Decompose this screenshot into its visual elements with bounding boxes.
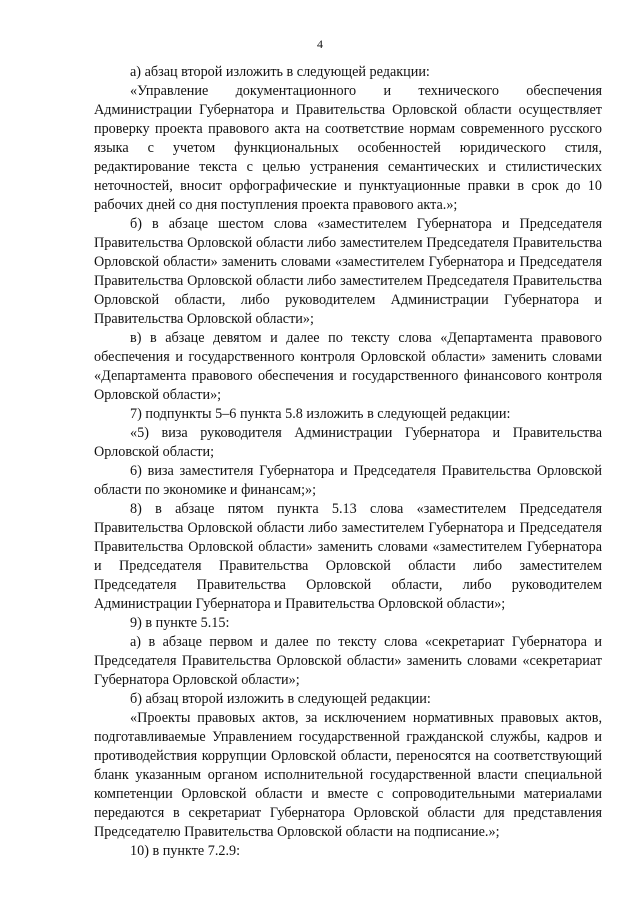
paragraph-4: в) в абзаце девятом и далее по тексту слова «Департамента правового обеспечения и государственного контроля Орловской области» заменить словами «Департамента правового обеспечения и государственного финансового контроля Орловской области»;: [94, 330, 602, 403]
paragraph-5: 7) подпункты 5–6 пункта 5.8 изложить в следующей редакции:: [130, 406, 511, 422]
paragraph-11: б) абзац второй изложить в следующей редакции:: [130, 691, 431, 707]
paragraph-12: «Проекты правовых актов, за исключением нормативных правовых актов, подготавливаемые Управлением государственной гражданской службы, кадров и противодействия коррупции Орловской области, переносятся на соответствующий бланк указанным органом исполнительной государственной власти специальной компетенции Орловской области и вместе с сопроводительными материалами передаются в секретариат Губернатора Орловской области для представления Председателю Правительства Орловской области на подписание.»;: [94, 710, 602, 840]
paragraph-6: «5) виза руководителя Администрации Губернатора и Правительства Орловской области;: [94, 425, 602, 460]
page-number: 4: [317, 37, 323, 51]
paragraph-10: а) в абзаце первом и далее по тексту слова «секретариат Губернатора и Председателя Правительства Орловской области» заменить словами «секретариат Губернатора Орловской области»;: [94, 634, 602, 688]
paragraph-1: а) абзац второй изложить в следующей редакции:: [130, 64, 430, 80]
paragraph-8: 8) в абзаце пятом пункта 5.13 слова «заместителем Председателя Правительства Орловской области либо заместителем Губернатора и Председателя Правительства Орловской области» заменить словами «заместителем Губернатора и Председателя Правительства Орловской области либо заместителем Председателя Правительства Орловской области, либо руководителем Администрации Губернатора и Правительства Орловской области»;: [94, 501, 602, 612]
paragraph-2: «Управление документационного и технического обеспечения Администрации Губернатора и Правительства Орловской области осуществляет проверку проекта правового акта на соответствие нормам современного русского языка с учетом функциональных особенностей юридического стиля, редактирование текста с целью устранения семантических и стилистических неточностей, вносит орфографические и пунктуационные правки в срок до 10 рабочих дней со дня поступления проекта правового акта.»;: [94, 83, 602, 213]
paragraph-9: 9) в пункте 5.15:: [130, 615, 230, 631]
document-body: [94, 63, 602, 861]
paragraph-3: б) в абзаце шестом слова «заместителем Губернатора и Председателя Правительства Орловской области либо заместителем Председателя Правительства Орловской области» заменить словами «заместителем Губернатора и Председателя Правительства Орловской области либо заместителем Председателя Правительства Орловской области, либо руководителем Администрации Губернатора и Правительства Орловской области»;: [94, 216, 602, 327]
paragraph-13: 10) в пункте 7.2.9:: [130, 843, 241, 859]
paragraph-7: 6) виза заместителя Губернатора и Председателя Правительства Орловской области по экономике и финансам;»;: [94, 463, 602, 498]
